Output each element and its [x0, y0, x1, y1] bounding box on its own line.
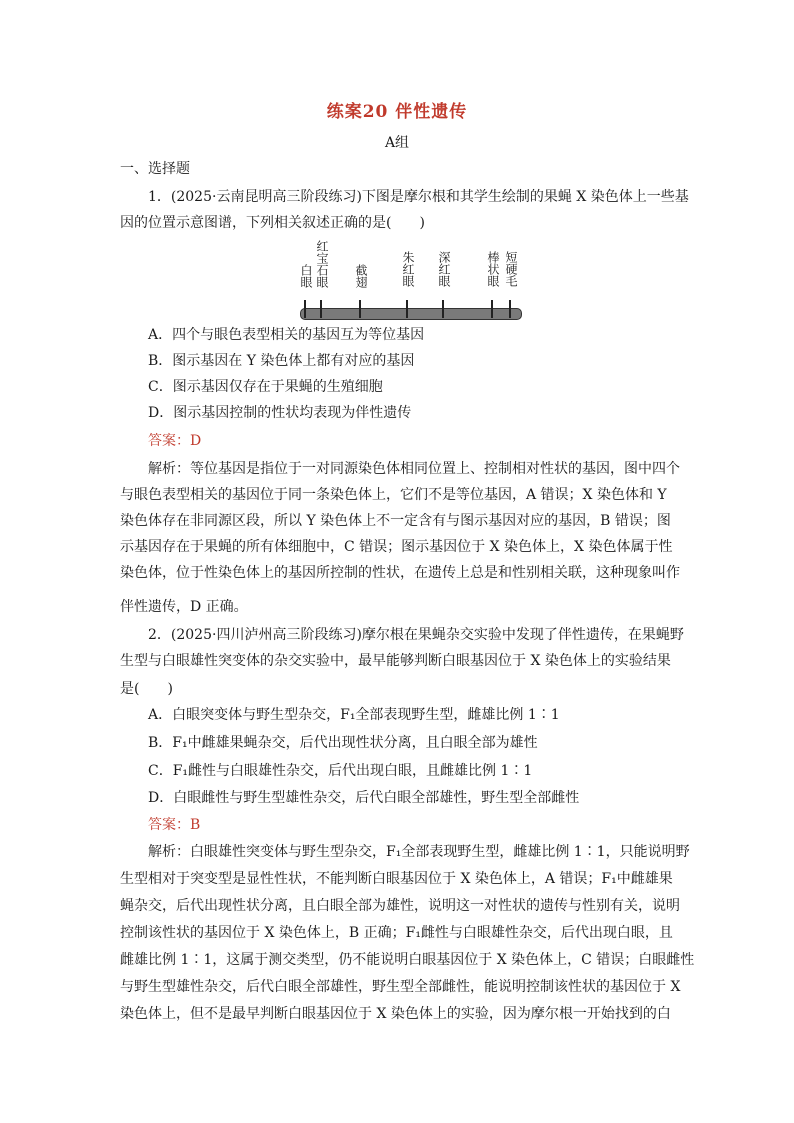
- q2-explanation-line-5: 雌雄比例 1∶1，这属于测交类型，仍不能说明白眼基因位于 X 染色体上，C 错误；白眼雌性: [120, 952, 695, 968]
- gene-label-short-bristle: 短硬毛: [504, 251, 518, 287]
- gene-label-cut-wing: 截翅: [354, 264, 368, 288]
- gene-label-white-eye: 白眼: [299, 264, 313, 288]
- q1-answer: 答案：D: [148, 433, 202, 449]
- q1-option-b: B．图示基因在 Y 染色体上都有对应的基因: [148, 353, 415, 369]
- group-heading: A组: [384, 135, 410, 151]
- q2-explanation-line-1: 解析：白眼雄性突变体与野生型杂交，F₁全部表现野生型，雌雄比例 1∶1，只能说明野: [148, 844, 690, 860]
- q1-explanation-line-5: 染色体，位于性染色体上的基因所控制的性状，在遗传上总是和性别相关联，这种现象叫作: [120, 565, 680, 581]
- q2-option-a: A．白眼突变体与野生型杂交，F₁全部表现野生型，雌雄比例 1∶1: [148, 707, 560, 723]
- q2-stem-line-2: 生型与白眼雄性突变体的杂交实验中，最早能够判断白眼基因位于 X 染色体上的实验结果: [120, 653, 671, 669]
- q1-stem-line-2: 因的位置示意图谱，下列相关叙述正确的是( ): [120, 215, 425, 231]
- gene-label-ruby-eye: 红宝石眼: [315, 240, 329, 288]
- q2-answer: 答案：B: [148, 817, 201, 833]
- q1-explanation-line-3: 染色体存在非同源区段，所以 Y 染色体上不一定含有与图示基因对应的基因，B 错误；图: [120, 513, 671, 529]
- section-heading: 一、选择题: [120, 161, 190, 177]
- gene-locus-marker: [320, 300, 322, 318]
- gene-locus-marker: [509, 300, 511, 318]
- q2-option-c: C．F₁雌性与白眼雄性杂交，后代出现白眼，且雌雄比例 1∶1: [148, 763, 533, 779]
- q2-stem-line-1: 2．(2025·四川泸州高三阶段练习)摩尔根在果蝇杂交实验中发现了伴性遗传，在果蝇野: [148, 627, 684, 643]
- q2-stem-line-3: 是( ): [120, 681, 173, 697]
- q1-option-c: C．图示基因仅存在于果蝇的生殖细胞: [148, 379, 383, 395]
- q2-option-d: D．白眼雌性与野生型雄性杂交，后代白眼全部雄性，野生型全部雌性: [148, 790, 580, 806]
- q1-explanation-line-4: 示基因存在于果蝇的所有体细胞中，C 错误；图示基因位于 X 染色体上，X 染色体属于性: [120, 539, 673, 555]
- gene-locus-marker: [359, 300, 361, 318]
- gene-locus-marker: [304, 300, 306, 318]
- q1-stem-line-1: 1．(2025·云南昆明高三阶段练习)下图是摩尔根和其学生绘制的果蝇 X 染色体上一些基: [148, 189, 689, 205]
- q1-explanation-line-2: 与眼色表型相关的基因位于同一条染色体上，它们不是等位基因，A 错误；X 染色体和 Y: [120, 487, 667, 503]
- page-title: 练案20 伴性遗传: [326, 102, 468, 122]
- q2-option-b: B．F₁中雌雄果蝇杂交，后代出现性状分离，且白眼全部为雄性: [148, 735, 538, 751]
- gene-label-bar-eye: 棒状眼: [486, 251, 500, 287]
- q1-explanation-line-1: 解析：等位基因是指位于一对同源染色体相同位置上、控制相对性状的基因，图中四个: [148, 461, 680, 477]
- q1-explanation-line-6: 伴性遗传，D 正确。: [120, 599, 248, 615]
- gene-locus-marker: [491, 300, 493, 318]
- chromosome-bar: [300, 308, 522, 320]
- gene-label-vermilion-eye: 朱红眼: [401, 251, 415, 287]
- gene-locus-marker: [406, 300, 408, 318]
- q1-option-d: D．图示基因控制的性状均表现为伴性遗传: [148, 405, 412, 421]
- q1-option-a: A．四个与眼色表型相关的基因互为等位基因: [148, 327, 425, 343]
- q2-explanation-line-7: 染色体上，但不是最早判断白眼基因位于 X 染色体上的实验，因为摩尔根一开始找到的白: [120, 1006, 671, 1022]
- q2-explanation-line-3: 蝇杂交，后代出现性状分离，且白眼全部为雄性，说明这一对性状的遗传与性别有关，说明: [120, 898, 680, 914]
- q2-explanation-line-4: 控制该性状的基因位于 X 染色体上，B 正确；F₁雌性与白眼雄性杂交，后代出现白眼，且: [120, 925, 673, 941]
- gene-locus-marker: [442, 300, 444, 318]
- x-chromosome-gene-map: [296, 236, 526, 322]
- gene-label-carmine-eye: 深红眼: [437, 251, 451, 287]
- q2-explanation-line-6: 与野生型雄性杂交，后代白眼全部雄性，野生型全部雌性，能说明控制该性状的基因位于 X: [120, 979, 681, 995]
- q2-explanation-line-2: 生型相对于突变型是显性性状，不能判断白眼基因位于 X 染色体上，A 错误；F₁中雌雄果: [120, 871, 673, 887]
